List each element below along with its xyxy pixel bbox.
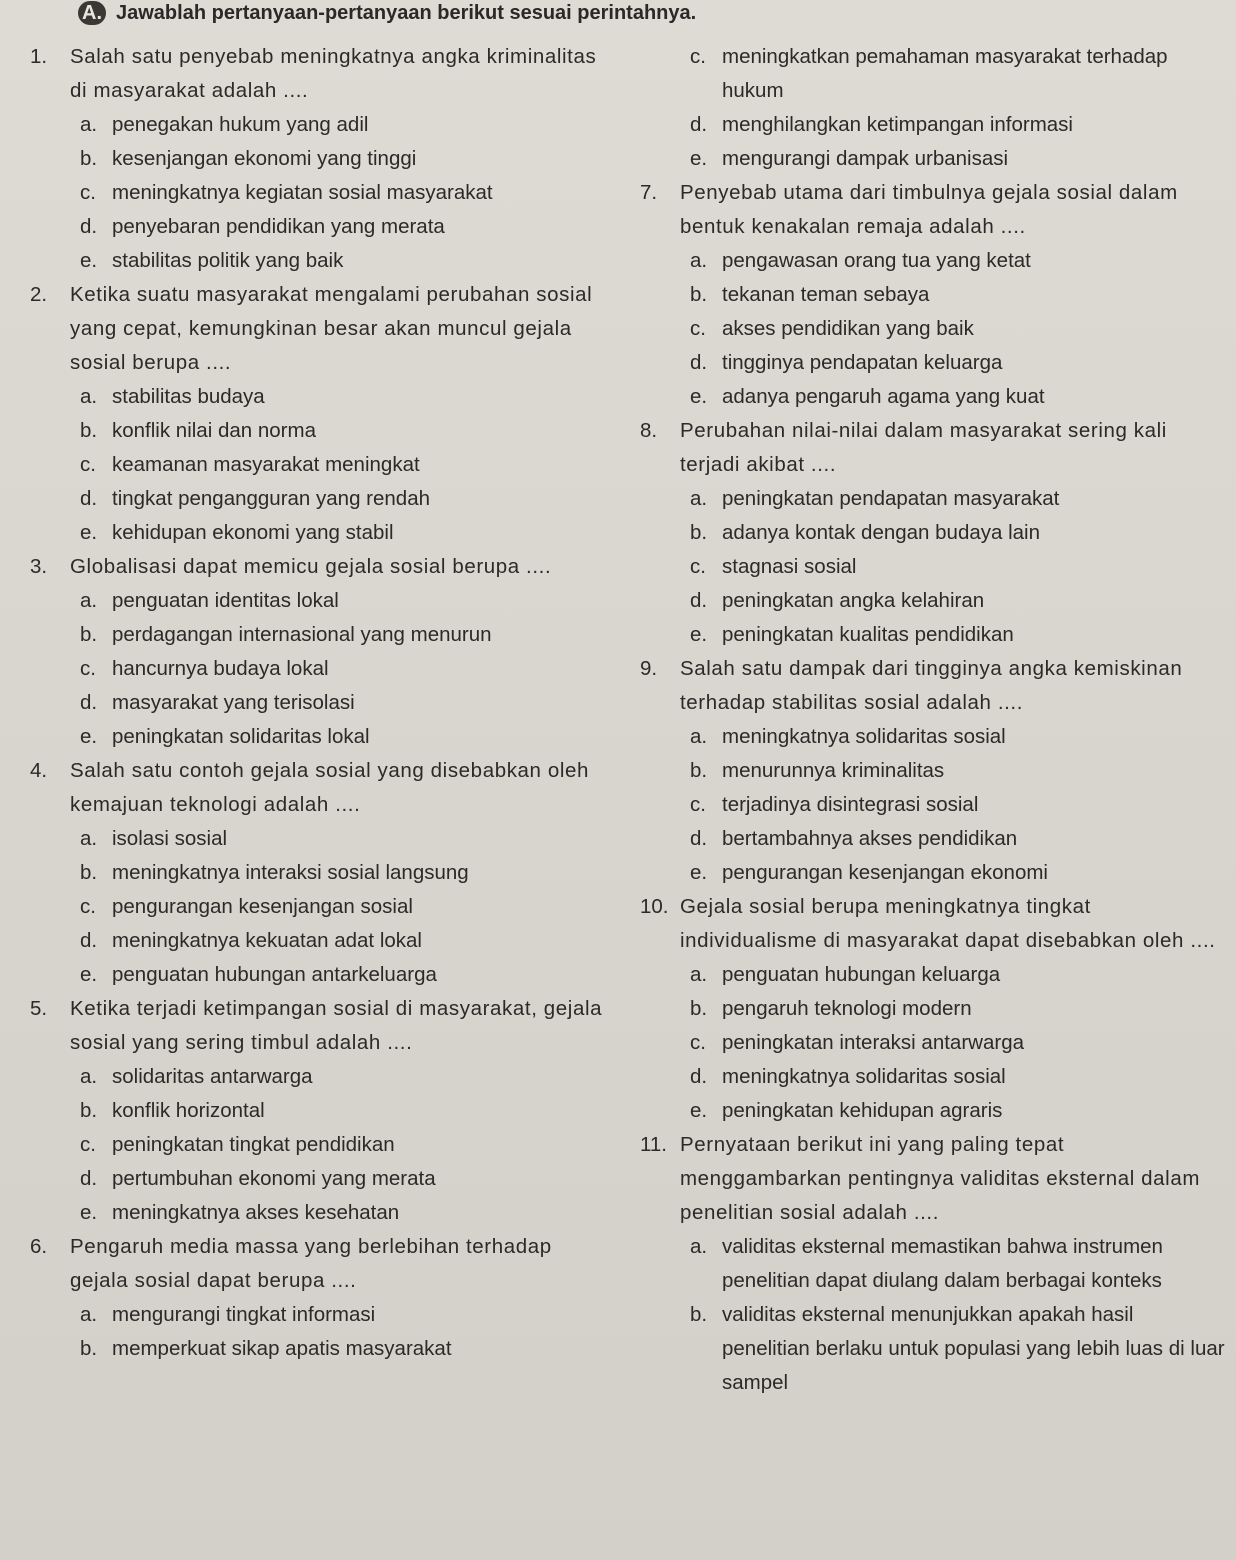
option-text: bertambahnya akses pendidikan [722, 827, 1018, 850]
question-block [640, 1128, 1225, 1400]
option-text: meningkatnya interaksi sosial langsung [112, 861, 469, 884]
question-block [30, 754, 610, 992]
question-text: Salah satu contoh gejala sosial yang disebabkan oleh kemajuan teknologi adalah .... [70, 759, 589, 816]
answer-option [70, 108, 610, 142]
answer-option [680, 278, 1225, 312]
option-letter: c. [80, 181, 96, 204]
option-letter: a. [80, 1303, 98, 1326]
option-list [70, 108, 610, 278]
option-text: kesenjangan ekonomi yang tinggi [112, 147, 417, 170]
option-list [680, 244, 1225, 414]
option-text: meningkatnya akses kesehatan [112, 1201, 400, 1224]
answer-option [680, 550, 1225, 584]
question-block [30, 278, 610, 550]
option-letter: d. [690, 827, 708, 850]
option-letter: b. [80, 419, 98, 442]
answer-option [70, 1332, 610, 1366]
option-letter: b. [80, 623, 98, 646]
answer-option [680, 1230, 1225, 1298]
answer-option [680, 720, 1225, 754]
answer-option [680, 40, 1225, 108]
answer-option [680, 584, 1225, 618]
option-letter: a. [690, 249, 708, 272]
option-letter: c. [690, 1031, 706, 1054]
option-letter: c. [80, 895, 96, 918]
answer-option [680, 346, 1225, 380]
option-letter: c. [690, 555, 706, 578]
option-text: menghilangkan ketimpangan informasi [722, 113, 1073, 136]
option-text: kehidupan ekonomi yang stabil [112, 521, 394, 544]
option-letter: e. [80, 249, 98, 272]
option-text: pengaruh teknologi modern [722, 997, 972, 1020]
question-text: Perubahan nilai-nilai dalam masyarakat sering kali terjadi akibat .... [680, 419, 1167, 476]
option-letter: e. [690, 1099, 708, 1122]
answer-option [680, 142, 1225, 176]
option-text: perdagangan internasional yang menurun [112, 623, 492, 646]
option-text: penegakan hukum yang adil [112, 113, 369, 136]
option-list [680, 720, 1225, 890]
option-text: adanya pengaruh agama yang kuat [722, 385, 1045, 408]
question-row [640, 1128, 1225, 1230]
question-number: 1. [30, 45, 48, 68]
answer-option [680, 244, 1225, 278]
option-text: meningkatnya kegiatan sosial masyarakat [112, 181, 493, 204]
option-letter: c. [80, 1133, 96, 1156]
option-letter: c. [690, 45, 706, 68]
question-block [640, 890, 1225, 1128]
option-text: peningkatan kualitas pendidikan [722, 623, 1014, 646]
option-letter: b. [690, 759, 708, 782]
question-row [30, 992, 610, 1060]
option-text: memperkuat sikap apatis masyarakat [112, 1337, 452, 1360]
answer-option [680, 754, 1225, 788]
option-text: stabilitas budaya [112, 385, 265, 408]
answer-option [70, 482, 610, 516]
question-number: 7. [640, 181, 658, 204]
option-letter: b. [80, 147, 98, 170]
question-number: 4. [30, 759, 48, 782]
question-row [640, 414, 1225, 482]
question-number: 8. [640, 419, 658, 442]
option-text: tingkat pengangguran yang rendah [112, 487, 431, 510]
answer-option [70, 1094, 610, 1128]
question-number: 3. [30, 555, 48, 578]
answer-option [70, 1060, 610, 1094]
option-list [70, 584, 610, 754]
option-text: pengurangan kesenjangan sosial [112, 895, 413, 918]
option-text: stagnasi sosial [722, 555, 857, 578]
option-letter: d. [80, 929, 98, 952]
question-row [30, 1230, 610, 1298]
option-text: pengawasan orang tua yang ketat [722, 249, 1031, 272]
option-letter: e. [80, 725, 98, 748]
option-text: penguatan hubungan keluarga [722, 963, 1001, 986]
option-letter: d. [80, 487, 98, 510]
option-text: meningkatnya solidaritas sosial [722, 1065, 1006, 1088]
option-text: peningkatan interaksi antarwarga [722, 1031, 1024, 1054]
option-text: tekanan teman sebaya [722, 283, 930, 306]
answer-option [680, 992, 1225, 1026]
section-letter-badge: A. [78, 1, 106, 25]
answer-option [70, 1298, 610, 1332]
answer-option [680, 788, 1225, 822]
answer-option [680, 312, 1225, 346]
answer-option [680, 1298, 1225, 1400]
option-letter: e. [690, 385, 708, 408]
option-letter: e. [690, 147, 708, 170]
question-number: 5. [30, 997, 48, 1020]
option-text: meningkatnya solidaritas sosial [722, 725, 1006, 748]
question-text: Gejala sosial berupa meningkatnya tingkat individualisme di masyarakat dapat disebabkan oleh .... [680, 895, 1216, 952]
answer-option [680, 1026, 1225, 1060]
answer-option [680, 380, 1225, 414]
question-block [30, 550, 610, 754]
answer-option [70, 1196, 610, 1230]
option-text: menurunnya kriminalitas [722, 759, 945, 782]
answer-option [680, 856, 1225, 890]
option-text: penyebaran pendidikan yang merata [112, 215, 445, 238]
question-text: Ketika terjadi ketimpangan sosial di masyarakat, gejala sosial yang sering timbul adalah .... [70, 997, 603, 1054]
option-letter: a. [690, 487, 708, 510]
option-letter: b. [80, 1337, 98, 1360]
answer-option [70, 176, 610, 210]
option-text: tingginya pendapatan keluarga [722, 351, 1003, 374]
answer-option [70, 1128, 610, 1162]
answer-option [680, 822, 1225, 856]
question-text: Penyebab utama dari timbulnya gejala sosial dalam bentuk kenakalan remaja adalah .... [680, 181, 1178, 238]
option-letter: c. [690, 793, 706, 816]
answer-option [70, 142, 610, 176]
question-row [30, 278, 610, 380]
question-number: 9. [640, 657, 658, 680]
question-text: Pengaruh media massa yang berlebihan terhadap gejala sosial dapat berupa .... [70, 1235, 552, 1292]
question-block [640, 414, 1225, 652]
option-text: adanya kontak dengan budaya lain [722, 521, 1041, 544]
option-text: terjadinya disintegrasi sosial [722, 793, 979, 816]
question-row [640, 176, 1225, 244]
option-text: peningkatan tingkat pendidikan [112, 1133, 395, 1156]
option-letter: b. [690, 1303, 708, 1326]
option-letter: b. [690, 283, 708, 306]
option-letter: a. [690, 1235, 708, 1258]
option-letter: b. [690, 997, 708, 1020]
option-letter: c. [690, 317, 706, 340]
option-text: penguatan identitas lokal [112, 589, 339, 612]
option-text: keamanan masyarakat meningkat [112, 453, 420, 476]
question-row [30, 754, 610, 822]
option-letter: b. [80, 1099, 98, 1122]
option-list [680, 40, 1225, 176]
answer-option [70, 924, 610, 958]
section-header [78, 0, 696, 26]
question-row [640, 652, 1225, 720]
answer-option [680, 482, 1225, 516]
option-text: akses pendidikan yang baik [722, 317, 974, 340]
question-text: Ketika suatu masyarakat mengalami perubahan sosial yang cepat, kemungkinan besar akan muncul gejala sosial berupa .... [70, 283, 593, 374]
question-row [640, 890, 1225, 958]
answer-option [70, 380, 610, 414]
option-letter: b. [690, 521, 708, 544]
answer-option [70, 414, 610, 448]
answer-option [70, 516, 610, 550]
option-letter: e. [80, 963, 98, 986]
option-text: validitas eksternal memastikan bahwa instrumen penelitian dapat diulang dalam berbagai konteks [722, 1235, 1163, 1292]
option-text: meningkatkan pemahaman masyarakat terhadap hukum [722, 45, 1168, 102]
answer-option [70, 244, 610, 278]
option-letter: a. [80, 385, 98, 408]
question-block [640, 40, 1225, 176]
option-text: peningkatan pendapatan masyarakat [722, 487, 1060, 510]
question-number: 10. [640, 895, 669, 918]
option-letter: d. [80, 691, 98, 714]
answer-option [70, 720, 610, 754]
answer-option [680, 618, 1225, 652]
question-text: Pernyataan berikut ini yang paling tepat menggambarkan pentingnya validitas eksternal dalam penelitian sosial adalah .... [680, 1133, 1201, 1224]
option-text: peningkatan solidaritas lokal [112, 725, 370, 748]
answer-option [680, 516, 1225, 550]
option-text: mengurangi tingkat informasi [112, 1303, 376, 1326]
question-text: Salah satu dampak dari tingginya angka kemiskinan terhadap stabilitas sosial adalah .... [680, 657, 1183, 714]
option-list [680, 482, 1225, 652]
option-letter: a. [690, 963, 708, 986]
option-letter: a. [80, 1065, 98, 1088]
question-text: Globalisasi dapat memicu gejala sosial berupa .... [70, 555, 552, 578]
question-text: Salah satu penyebab meningkatnya angka kriminalitas di masyarakat adalah .... [70, 45, 597, 102]
option-text: stabilitas politik yang baik [112, 249, 344, 272]
instruction-text: Jawablah pertanyaan-pertanyaan berikut sesuai perintahnya. [116, 1, 697, 24]
option-text: meningkatnya kekuatan adat lokal [112, 929, 422, 952]
option-text: peningkatan kehidupan agraris [722, 1099, 1003, 1122]
question-row [30, 550, 610, 584]
answer-option [70, 618, 610, 652]
question-number: 2. [30, 283, 48, 306]
option-text: mengurangi dampak urbanisasi [722, 147, 1009, 170]
answer-option [680, 1094, 1225, 1128]
option-text: konflik horizontal [112, 1099, 265, 1122]
question-block [30, 40, 610, 278]
answer-option [680, 1060, 1225, 1094]
answer-option [70, 652, 610, 686]
question-block [640, 176, 1225, 414]
option-list [680, 1230, 1225, 1400]
option-letter: d. [80, 215, 98, 238]
answer-option [680, 108, 1225, 142]
option-text: peningkatan angka kelahiran [722, 589, 985, 612]
answer-option [70, 1162, 610, 1196]
option-letter: a. [80, 113, 98, 136]
question-block [640, 652, 1225, 890]
question-row [30, 40, 610, 108]
option-letter: d. [80, 1167, 98, 1190]
option-text: isolasi sosial [112, 827, 228, 850]
option-text: penguatan hubungan antarkeluarga [112, 963, 437, 986]
option-text: masyarakat yang terisolasi [112, 691, 355, 714]
option-text: pertumbuhan ekonomi yang merata [112, 1167, 436, 1190]
question-block [30, 1230, 610, 1366]
option-text: validitas eksternal menunjukkan apakah hasil penelitian berlaku untuk populasi yang lebih luas di luar sampel [722, 1303, 1225, 1394]
option-list [70, 822, 610, 992]
option-list [70, 1060, 610, 1230]
option-text: konflik nilai dan norma [112, 419, 316, 442]
question-number: 6. [30, 1235, 48, 1258]
option-letter: e. [80, 1201, 98, 1224]
option-letter: a. [690, 725, 708, 748]
option-letter: e. [690, 623, 708, 646]
question-block [30, 992, 610, 1230]
answer-option [70, 686, 610, 720]
question-number: 11. [640, 1133, 667, 1156]
right-question-column [640, 40, 1225, 1400]
option-letter: d. [690, 1065, 708, 1088]
option-letter: e. [690, 861, 708, 884]
option-list [70, 380, 610, 550]
answer-option [680, 958, 1225, 992]
answer-option [70, 584, 610, 618]
option-letter: d. [690, 113, 708, 136]
option-letter: a. [80, 827, 98, 850]
answer-option [70, 210, 610, 244]
answer-option [70, 856, 610, 890]
answer-option [70, 890, 610, 924]
option-letter: d. [690, 351, 708, 374]
option-list [70, 1298, 610, 1366]
answer-option [70, 822, 610, 856]
option-letter: d. [690, 589, 708, 612]
option-letter: c. [80, 453, 96, 476]
option-text: pengurangan kesenjangan ekonomi [722, 861, 1048, 884]
left-question-column [30, 40, 610, 1366]
option-letter: b. [80, 861, 98, 884]
option-text: hancurnya budaya lokal [112, 657, 329, 680]
answer-option [70, 448, 610, 482]
option-text: solidaritas antarwarga [112, 1065, 313, 1088]
option-letter: a. [80, 589, 98, 612]
answer-option [70, 958, 610, 992]
option-letter: c. [80, 657, 96, 680]
option-list [680, 958, 1225, 1128]
option-letter: e. [80, 521, 98, 544]
